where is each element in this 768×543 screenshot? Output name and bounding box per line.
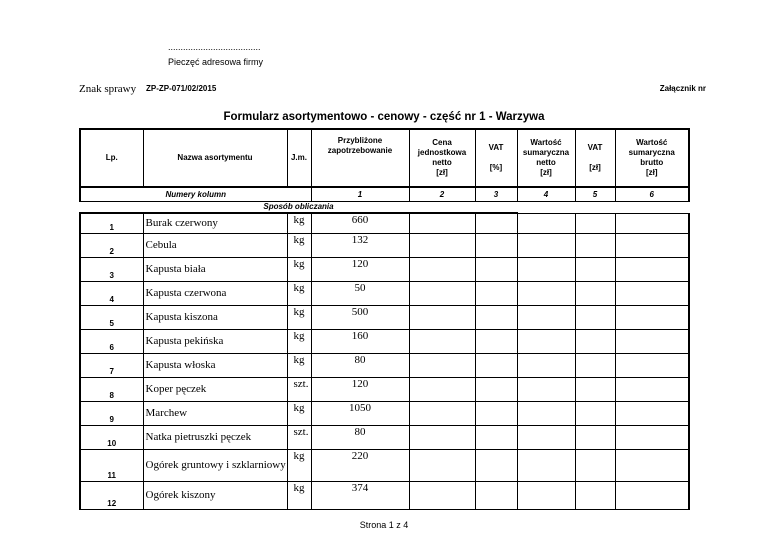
- row-unit: kg: [287, 329, 311, 353]
- row-gross-sum-cell[interactable]: [615, 377, 689, 401]
- row-lp: 1: [80, 213, 143, 233]
- header-quantity-line1: Przybliżone: [337, 136, 383, 145]
- row-unit: kg: [287, 481, 311, 509]
- row-unit-price-cell[interactable]: [409, 233, 475, 257]
- row-vat-amount-cell[interactable]: [575, 449, 615, 481]
- row-lp: 2: [80, 233, 143, 257]
- row-vat-amount-cell[interactable]: [575, 305, 615, 329]
- row-vat-amount-cell[interactable]: [575, 257, 615, 281]
- header-vat-percent-line2: [%]: [489, 163, 503, 172]
- header-unit-price-line2: jednostkowa: [417, 148, 467, 157]
- row-unit: szt.: [287, 377, 311, 401]
- row-product-name: Ogórek kiszony: [143, 481, 287, 509]
- row-lp: 3: [80, 257, 143, 281]
- form-title: Formularz asortymentowo - cenowy - część nr 1 - Warzywa: [223, 111, 545, 123]
- row-unit: kg: [287, 213, 311, 233]
- column-number-6: 6: [615, 187, 689, 201]
- table-row: [80, 281, 689, 305]
- row-net-sum-cell[interactable]: [517, 281, 575, 305]
- row-gross-sum-cell[interactable]: [615, 305, 689, 329]
- row-quantity: 160: [311, 329, 409, 353]
- row-product-name: Cebula: [143, 233, 287, 257]
- row-vat-percent-cell[interactable]: [475, 233, 517, 257]
- row-gross-sum-cell[interactable]: [615, 213, 689, 233]
- row-vat-amount-cell[interactable]: [575, 233, 615, 257]
- column-number-5: 5: [575, 187, 615, 201]
- row-lp: 6: [80, 329, 143, 353]
- row-unit-price-cell[interactable]: [409, 425, 475, 449]
- calculation-method-empty-1: [517, 201, 575, 213]
- row-product-name: Kapusta biała: [143, 257, 287, 281]
- row-gross-sum-cell[interactable]: [615, 481, 689, 509]
- header-vat-amount: [575, 129, 615, 187]
- row-unit-price-cell[interactable]: [409, 377, 475, 401]
- calculation-method-row: [80, 201, 689, 213]
- row-unit: kg: [287, 233, 311, 257]
- calculation-method-label: Sposób obliczania: [263, 202, 334, 212]
- row-vat-percent-cell[interactable]: [475, 213, 517, 233]
- row-product-name: Marchew: [143, 401, 287, 425]
- row-net-sum-cell[interactable]: [517, 257, 575, 281]
- header-net-sum-line4: [zł]: [540, 168, 552, 177]
- row-vat-percent-cell[interactable]: [475, 377, 517, 401]
- header-gross-sum-line2: sumaryczna: [628, 148, 675, 157]
- row-unit: kg: [287, 353, 311, 377]
- header-vat-amount-line1: VAT: [587, 143, 603, 152]
- row-vat-amount-cell[interactable]: [575, 353, 615, 377]
- row-gross-sum-cell[interactable]: [615, 425, 689, 449]
- row-unit: szt.: [287, 425, 311, 449]
- column-number-4: 4: [517, 187, 575, 201]
- table-row: [80, 233, 689, 257]
- row-unit-price-cell[interactable]: [409, 257, 475, 281]
- row-unit-price-cell[interactable]: [409, 213, 475, 233]
- header-gross-sum-line3: brutto: [640, 158, 664, 167]
- header-lp: Lp.: [80, 129, 143, 187]
- header-vat-percent: [475, 129, 517, 187]
- row-lp: 8: [80, 377, 143, 401]
- row-gross-sum-cell[interactable]: [615, 449, 689, 481]
- row-unit-price-cell[interactable]: [409, 305, 475, 329]
- row-product-name: Koper pęczek: [143, 377, 287, 401]
- header-unit-price-line3: netto: [432, 158, 452, 167]
- row-gross-sum-cell[interactable]: [615, 353, 689, 377]
- row-quantity: 80: [311, 425, 409, 449]
- row-quantity: 500: [311, 305, 409, 329]
- row-net-sum-cell[interactable]: [517, 305, 575, 329]
- row-quantity: 1050: [311, 401, 409, 425]
- row-vat-amount-cell[interactable]: [575, 377, 615, 401]
- row-product-name: Kapusta kiszona: [143, 305, 287, 329]
- header-unit-price: [409, 129, 475, 187]
- row-gross-sum-cell[interactable]: [615, 233, 689, 257]
- row-vat-amount-cell[interactable]: [575, 213, 615, 233]
- reference-value: ZP-ZP-071/02/2015: [146, 84, 217, 93]
- reference-label: Znak sprawy: [79, 83, 137, 95]
- header-vat-percent-line1: VAT: [488, 143, 504, 152]
- row-vat-percent-cell[interactable]: [475, 281, 517, 305]
- row-product-name: Ogórek gruntowy i szklarniowy: [143, 449, 287, 481]
- row-product-name: Natka pietruszki pęczek: [143, 425, 287, 449]
- row-net-sum-cell[interactable]: [517, 213, 575, 233]
- row-net-sum-cell[interactable]: [517, 329, 575, 353]
- row-unit: kg: [287, 281, 311, 305]
- header-net-sum-line3: netto: [536, 158, 556, 167]
- row-vat-percent-cell[interactable]: [475, 401, 517, 425]
- row-vat-percent-cell[interactable]: [475, 425, 517, 449]
- header-name: Nazwa asortymentu: [143, 129, 287, 187]
- page-footer: Strona 1 z 4: [359, 520, 409, 530]
- row-unit: kg: [287, 449, 311, 481]
- header-row: [80, 129, 689, 187]
- row-quantity: 120: [311, 377, 409, 401]
- header-net-sum: [517, 129, 575, 187]
- row-unit-price-cell[interactable]: [409, 481, 475, 509]
- row-vat-amount-cell[interactable]: [575, 281, 615, 305]
- header-unit-price-line4: [zł]: [436, 168, 448, 177]
- row-unit-price-cell[interactable]: [409, 281, 475, 305]
- row-gross-sum-cell[interactable]: [615, 281, 689, 305]
- row-unit: kg: [287, 305, 311, 329]
- table-row: [80, 329, 689, 353]
- row-lp: 4: [80, 281, 143, 305]
- row-gross-sum-cell[interactable]: [615, 401, 689, 425]
- assortment-price-table: [79, 128, 690, 510]
- row-vat-amount-cell[interactable]: [575, 401, 615, 425]
- row-net-sum-cell[interactable]: [517, 449, 575, 481]
- row-unit-price-cell[interactable]: [409, 449, 475, 481]
- header-quantity-line2: zapotrzebowanie: [327, 146, 393, 155]
- row-quantity: 50: [311, 281, 409, 305]
- row-net-sum-cell[interactable]: [517, 425, 575, 449]
- row-lp: 9: [80, 401, 143, 425]
- stamp-dotted-line: .....................................: [168, 42, 261, 52]
- row-quantity: 220: [311, 449, 409, 481]
- table-row: [80, 213, 689, 233]
- row-vat-percent-cell[interactable]: [475, 481, 517, 509]
- row-lp: 11: [80, 449, 143, 481]
- column-number-2: 2: [409, 187, 475, 201]
- table-row: [80, 449, 689, 481]
- row-vat-percent-cell[interactable]: [475, 449, 517, 481]
- row-unit-price-cell[interactable]: [409, 329, 475, 353]
- header-unit: J.m.: [287, 129, 311, 187]
- row-vat-percent-cell[interactable]: [475, 305, 517, 329]
- row-vat-amount-cell[interactable]: [575, 425, 615, 449]
- row-lp: 7: [80, 353, 143, 377]
- row-net-sum-cell[interactable]: [517, 377, 575, 401]
- row-net-sum-cell[interactable]: [517, 353, 575, 377]
- row-unit-price-cell[interactable]: [409, 353, 475, 377]
- row-lp: 10: [80, 425, 143, 449]
- row-lp: 5: [80, 305, 143, 329]
- header-unit-price-line1: Cena: [432, 138, 452, 147]
- table-row: [80, 401, 689, 425]
- header-quantity: [311, 129, 409, 187]
- table-row: [80, 305, 689, 329]
- header-gross-sum-line1: Wartość: [636, 138, 668, 147]
- row-quantity: 120: [311, 257, 409, 281]
- header-net-sum-line1: Wartość: [530, 138, 562, 147]
- row-unit-price-cell[interactable]: [409, 401, 475, 425]
- row-product-name: Burak czerwony: [143, 213, 287, 233]
- row-gross-sum-cell[interactable]: [615, 329, 689, 353]
- header-gross-sum: [615, 129, 689, 187]
- row-net-sum-cell[interactable]: [517, 401, 575, 425]
- row-vat-percent-cell[interactable]: [475, 329, 517, 353]
- column-number-1: 1: [311, 187, 409, 201]
- row-quantity: 660: [311, 213, 409, 233]
- table-row: [80, 425, 689, 449]
- row-net-sum-cell[interactable]: [517, 233, 575, 257]
- row-quantity: 132: [311, 233, 409, 257]
- row-quantity: 374: [311, 481, 409, 509]
- header-net-sum-line2: sumaryczna: [522, 148, 570, 157]
- row-product-name: Kapusta włoska: [143, 353, 287, 377]
- row-quantity: 80: [311, 353, 409, 377]
- attachment-label: Załącznik nr: [659, 84, 706, 93]
- row-gross-sum-cell[interactable]: [615, 257, 689, 281]
- column-numbers-label: Numery kolumn: [80, 187, 311, 201]
- row-vat-amount-cell[interactable]: [575, 481, 615, 509]
- row-unit: kg: [287, 401, 311, 425]
- row-vat-percent-cell[interactable]: [475, 257, 517, 281]
- row-vat-amount-cell[interactable]: [575, 329, 615, 353]
- calculation-method-empty-2: [575, 201, 615, 213]
- header-vat-amount-line2: [zł]: [589, 163, 601, 172]
- stamp-label: Pieczęć adresowa firmy: [168, 57, 264, 67]
- table-row: [80, 257, 689, 281]
- calculation-method-empty-3: [615, 201, 689, 213]
- row-lp: 12: [80, 481, 143, 509]
- header-gross-sum-line4: [zł]: [645, 168, 658, 177]
- table-row: [80, 481, 689, 509]
- table-row: [80, 377, 689, 401]
- row-product-name: Kapusta pekińska: [143, 329, 287, 353]
- row-vat-percent-cell[interactable]: [475, 353, 517, 377]
- column-numbers-row: [80, 187, 689, 201]
- column-number-3: 3: [475, 187, 517, 201]
- row-unit: kg: [287, 257, 311, 281]
- row-net-sum-cell[interactable]: [517, 481, 575, 509]
- row-product-name: Kapusta czerwona: [143, 281, 287, 305]
- table-row: [80, 353, 689, 377]
